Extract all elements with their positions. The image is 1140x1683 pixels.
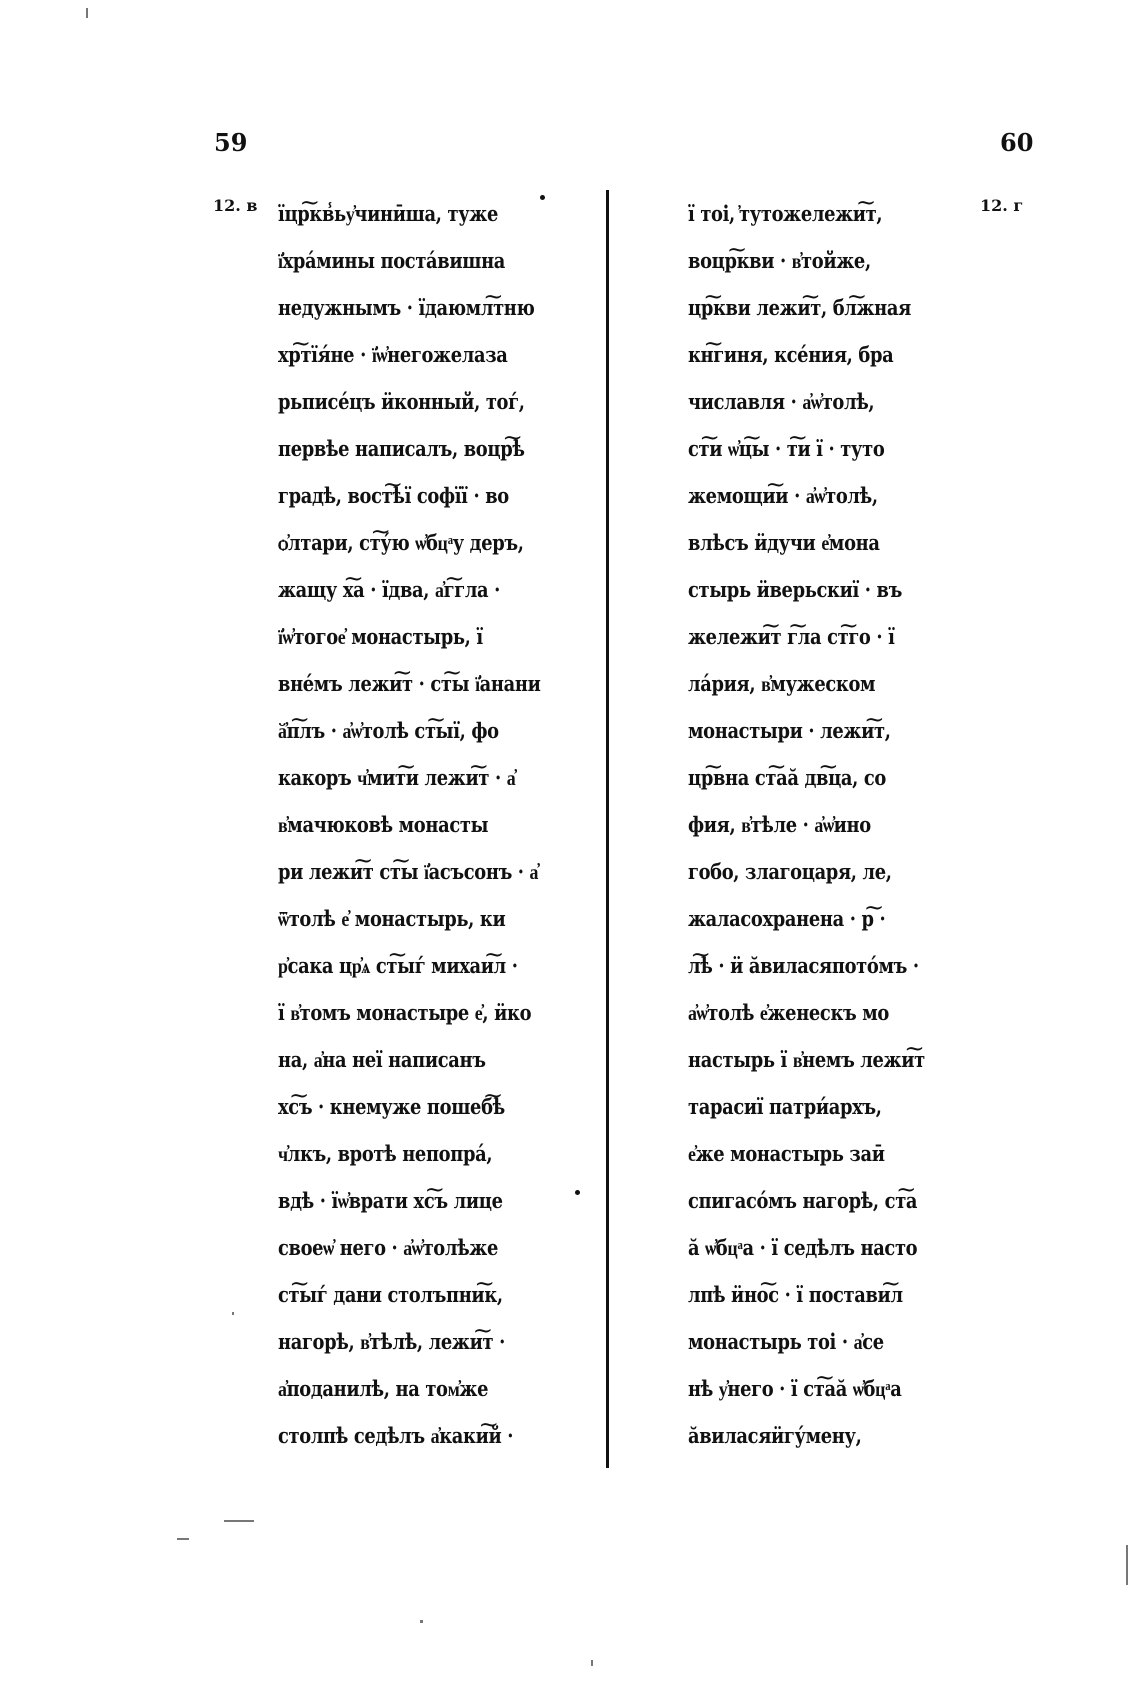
- text-line: їцр͠кв̾ьу҆чинӣша, туже: [278, 201, 498, 226]
- text-line: градѣ, вост͠ѣї софїї · во: [278, 483, 509, 508]
- text-line: ӑвиласяӥгу́мену,: [688, 1423, 862, 1448]
- text-line: е҆же монастырь заӣ: [688, 1141, 885, 1166]
- scan-speck: [420, 1620, 423, 1623]
- text-line: в҆мачюковѣ монасты: [278, 812, 489, 837]
- text-line: вдѣ · їѡ҆врати хс͠ъ лице: [278, 1188, 503, 1213]
- text-line: какоръ ч҆мит͠и лежи͠т · а҆: [278, 765, 516, 790]
- page-number-left: 59: [214, 128, 248, 157]
- text-line: столпѣ седѣлъ а҆каки͠й ·: [278, 1423, 514, 1448]
- text-line: цр͠кви лежи͠т, бл͠жная: [688, 295, 911, 320]
- scan-speck: [591, 1660, 593, 1666]
- scan-speck: [232, 1312, 234, 1315]
- scan-speck: [1126, 1545, 1128, 1585]
- scan-speck: [224, 1520, 254, 1522]
- page-number-right: 60: [1000, 128, 1034, 157]
- text-line: своеѡ҆ него · а҆ѡ҆толѣже: [278, 1235, 499, 1260]
- text-line: стырь ӥверьскиї · въ: [688, 577, 902, 602]
- text-line: ла́рия, в҆мужеском: [688, 671, 876, 696]
- ink-dot: [575, 1190, 580, 1195]
- text-line: а҆поданилѣ, на том҆же: [278, 1376, 489, 1401]
- text-line: жаласохранена · р͠ ·: [688, 906, 886, 931]
- text-line: нѣ у҆него · ї ст͠аӑ ѡ҆бцͣа: [688, 1376, 902, 1401]
- text-line: р҆сака цр҆ѧ ст͠ыѓ михаи͠л ·: [278, 953, 518, 978]
- text-line: первѣе написалъ, воцр͠ѣ: [278, 436, 525, 461]
- text-line: настырь ї в҆немъ лежи͠т: [688, 1047, 925, 1072]
- text-line: хр͠тїя́не · ї҆ѡ҆негожелаза: [278, 342, 508, 367]
- text-line: а҆ѡ҆толѣ е҆женескъ мо: [688, 1000, 889, 1025]
- text-line: числавля · а҆ѡ҆толѣ,: [688, 389, 875, 414]
- text-line: кн͠гиня, ксе́ния, бра: [688, 342, 894, 367]
- text-line: ӑ ѡ҆бцͣа · ї седѣлъ насто: [688, 1235, 918, 1260]
- margin-note-right: 12. г: [980, 196, 1024, 215]
- left-text-column: [278, 190, 541, 1459]
- text-line: ї҆ѡ҆тогое҆ монастырь, ї: [278, 624, 483, 649]
- text-line: ст͠и ѡ҆ц͠ы · т͠и ї · туто: [688, 436, 885, 461]
- text-line: монастыри · лежи͠т,: [688, 718, 891, 743]
- text-line: ї в҆томъ монастыре е҆, ӥко: [278, 1000, 532, 1025]
- text-line: ї тоі, ҆тутожележи͠т,: [688, 201, 883, 226]
- text-line: гобо, злагоцаря, ле,: [688, 859, 892, 884]
- scan-speck: [86, 8, 88, 18]
- text-line: монастырь тоі · а҆се: [688, 1329, 884, 1354]
- column-divider: [606, 190, 609, 1468]
- text-line: цр͠вна ст͠аӑ дв͠ца, со: [688, 765, 886, 790]
- text-line: воцр͠кви · в҆тойже,: [688, 248, 871, 273]
- margin-note-left: 12. в: [213, 196, 258, 215]
- text-line: недужнымъ · їдаюмл͠тню: [278, 295, 535, 320]
- text-line: ѿтолѣ е҆ монастырь, ки: [278, 906, 506, 931]
- text-line: ѻ҆лтари, ст͠у́ю ѡ҆бцͣу деръ,: [278, 530, 524, 555]
- text-line: нагорѣ, в҆тѣлѣ, лежи͠т ·: [278, 1329, 505, 1354]
- text-line: л͠ѣ · ӥ ӑвиласяпото́мъ ·: [688, 953, 919, 978]
- text-line: на, а҆на неї написанъ: [278, 1047, 486, 1072]
- ink-dot: [540, 195, 545, 200]
- text-line: жащу х͠а · їдва, а҆г͠гла ·: [278, 577, 501, 602]
- text-line: вне́мъ лежи͠т · ст͠ы ї҆анани: [278, 671, 541, 696]
- text-line: тарасиї патри́архъ,: [688, 1094, 882, 1119]
- text-line: ӑ҆п͠лъ · а҆ѡ҆толѣ ст͠ыї, фо: [278, 718, 499, 743]
- scan-speck: [177, 1538, 189, 1540]
- text-line: ст͠ыѓ дани столъпни͠к,: [278, 1282, 503, 1307]
- text-line: ч҆лкъ, вротѣ непопра́,: [278, 1141, 493, 1166]
- text-line: рьписе́цъ ӥконный, тоѓ,: [278, 389, 525, 414]
- text-line: спигасо́мъ нагорѣ, ст͠а: [688, 1188, 918, 1213]
- text-line: фия, в҆тѣле · а҆ѡ҆ино: [688, 812, 871, 837]
- text-line: ї҆хра́мины поста́вишна: [278, 248, 506, 273]
- text-line: жележи͠т г͠ла ст͠го · ї: [688, 624, 895, 649]
- text-line: ри лежи͠т ст͠ы ї҆асъсонъ · а҆: [278, 859, 539, 884]
- text-line: влѣсъ ӥдучи е҆мона: [688, 530, 880, 555]
- text-line: лпѣ ӥно͠с · ї постави͠л: [688, 1282, 903, 1307]
- text-line: хс͠ъ · кнемуже пошеб͠ѣ: [278, 1094, 505, 1119]
- right-text-column: [688, 190, 943, 1459]
- text-line: жемощи͠и · а҆ѡ҆толѣ,: [688, 483, 878, 508]
